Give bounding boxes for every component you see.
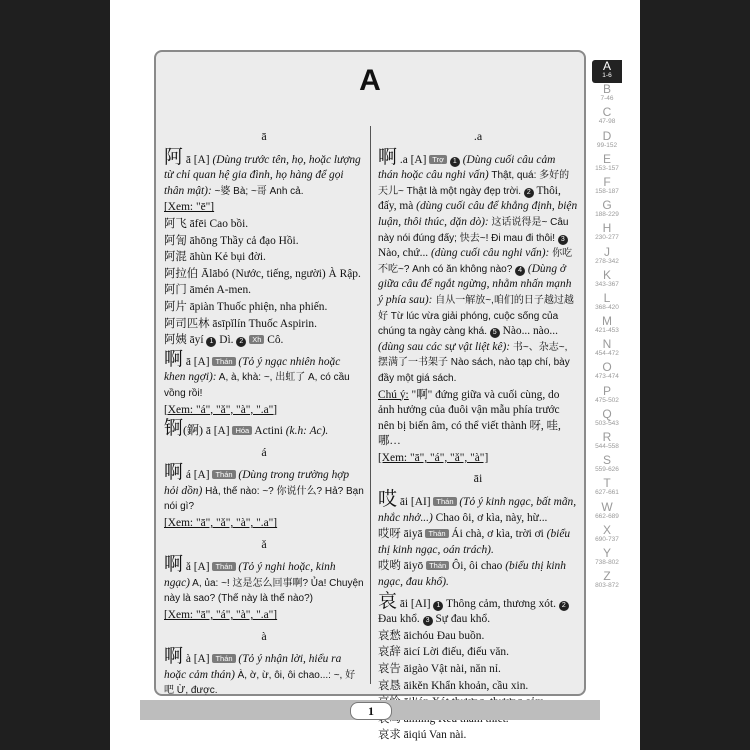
label-badge: Hóa [232, 426, 252, 435]
index-tab-o[interactable] [592, 361, 622, 384]
index-tab-letter: K [602, 267, 611, 282]
label-badge: Thán [212, 357, 235, 366]
index-tab-page-range: 803-872 [595, 582, 619, 590]
index-tab-page-range: 368-420 [595, 303, 619, 311]
index-tab-page-range: 559-626 [595, 466, 619, 474]
index-tab-letter: T [603, 476, 611, 491]
compound-word-entry: 哀告 āigào Vật nài, năn nỉ. [378, 663, 501, 675]
label-badge: Thán [212, 470, 235, 479]
index-tab-letter: F [603, 174, 611, 189]
index-tab-e[interactable] [592, 153, 622, 176]
cross-reference: [Xem: "ā", "á", "ǎ", "à"] [378, 451, 489, 464]
headword: 啊 [164, 348, 184, 370]
label-badge: Thán [212, 654, 235, 663]
index-tab-n[interactable] [592, 338, 622, 361]
headword: 啊 [378, 146, 398, 168]
compound-word-entry: 阿拉伯 Ālābó (Nước, tiếng, người) À Rập. [164, 267, 361, 280]
index-tab-letter: M [602, 314, 612, 329]
headword: 啊 [164, 462, 184, 484]
index-tab-page-range: 230-277 [595, 234, 619, 242]
index-tab-page-range: 690-737 [595, 535, 619, 543]
index-tab-page-range: 503-543 [595, 419, 619, 427]
index-tab-letter: D [602, 128, 612, 143]
compound-word-entry: 哀愁 āichóu Đau buồn. [378, 629, 485, 642]
index-tab-letter: L [603, 290, 611, 305]
sense-number: 2 [236, 337, 246, 347]
cross-reference: [Xem: "ā", "á", "à", ".a"] [164, 609, 278, 622]
index-tab-letter: O [602, 360, 612, 375]
section-letter-heading: A [359, 64, 381, 97]
compound-word-entry: 哀辞 āicí Lời điếu, điếu văn. [378, 646, 509, 659]
cross-reference: [Xem: "ē"] [164, 201, 215, 214]
index-tab-page-range: 544-558 [595, 443, 619, 450]
compound-word-entry: 哀求 āiqiú Van nài. [378, 729, 467, 742]
compound-word-entry: 阿訇 āhōng Thầy cả đạo Hồi. [164, 234, 299, 247]
index-tab-letter: C [602, 105, 612, 120]
compound-word-entry: 阿门 āmén A-men. [164, 284, 251, 297]
index-tab-letter: H [602, 221, 612, 236]
index-tab-page-range: 158-187 [595, 187, 619, 195]
compound-word-list [164, 217, 364, 332]
entry-a2: 啊 ā [A] Thán (Tỏ ý ngạc nhiên hoặc khen ngợi): A, à, khà: ~, 出虹了 A, có cầu vồng rồi! [164, 348, 350, 399]
index-tab-c[interactable] [592, 106, 622, 129]
entry-aiya: 哎呀 āiyā Thán Ái chà, ơ kìa, trời ơi (biểu thị kinh ngạc, oán trách). [378, 528, 571, 556]
index-tab-letter: W [601, 499, 613, 514]
index-tab-letter: P [602, 383, 611, 398]
index-tab-page-range: 188-229 [595, 211, 619, 219]
sense-number: 3 [423, 616, 433, 626]
content-frame [154, 50, 586, 742]
index-tab-d[interactable] [592, 130, 622, 153]
compound-word-entry: 阿片 āpiàn Thuốc phiện, nha phiến. [164, 300, 328, 313]
sense-number: 2 [524, 188, 534, 198]
index-tab-a[interactable] [592, 60, 622, 83]
index-tab-letter: Y [602, 545, 611, 560]
index-tab-page-range: 99-152 [596, 141, 618, 149]
index-tab-letter: R [602, 430, 612, 444]
index-tab-q[interactable] [592, 408, 622, 431]
index-tab-w[interactable] [592, 501, 622, 524]
index-tab-letter: J [604, 244, 610, 259]
index-tab-letter: E [602, 151, 611, 166]
pinyin-heading: āi [473, 471, 483, 486]
index-tab-page-range: 153-157 [595, 164, 619, 172]
entry-a5: 啊 ǎ [A] Thán (Tỏ ý nghi hoặc, kinh ngạc) A, ủa: ~! 这是怎么回事啊? Ủa! Chuyện này là sao? (Thế này là thế nào?) [164, 554, 364, 605]
left-column [164, 124, 364, 717]
index-tab-page-range: 1-6 [602, 72, 612, 79]
sense-number: 2 [559, 601, 569, 611]
index-tab-g[interactable] [592, 199, 622, 222]
index-tab-page-range: 662-689 [595, 512, 619, 520]
headword: 哀 [378, 590, 398, 612]
sense-number: 5 [490, 328, 500, 338]
sense-number: 1 [433, 601, 443, 611]
index-tab-letter: A [602, 59, 611, 73]
compound-word-entry: 哀恳 āikěn Khẩn khoản, cầu xin. [378, 679, 529, 692]
right-column [378, 124, 578, 745]
index-tab-page-range: 473-474 [595, 373, 619, 381]
index-tab-y[interactable] [592, 547, 622, 570]
sense-number: 1 [206, 337, 216, 347]
headword: 锕 [164, 418, 184, 440]
cross-reference: [Xem: "á", "ǎ", "à", ".a"] [164, 403, 278, 416]
entry-a-particle: 啊 .a [A] Trợ 1 (Dùng cuối câu cảm thán hoặc câu nghi vấn) Thật, quá: 多好的天儿~ Thật là một ngày đẹp trời. 2 Thôi, đấy, mà (dùng cuối câu để khẳng định, biện luận, thôi thúc, dặn dò): 这话说得是~ Câu này nói đúng đấy; 快去~! Đi mau đi thôi! 3 Nào, chứ... (dùng cuối câu nghi vấn): 你吃不吃~? Anh có ăn không nào? 4 (Dùng ở giữa câu để ngắt ngừng, nhằm nhấn mạnh ý phía sau): 自从一解放~,咱们的日子越过越好 Từ lúc vừa giải phóng, cuộc sống của chúng ta ngày càng khá. 5 Nào... nào... (dùng sau các sự vật liệt kê): 书~、杂志~, 摆满了一书架子 Nào sách, nào tạp chí, bày đầy một giá sách. [378, 146, 578, 384]
index-tab-h[interactable] [592, 222, 622, 245]
entry-aiyo: 哎哟 āiyō Thán Ôi, ôi chao (biểu thị kinh ngạc, đau khổ). [378, 560, 566, 589]
pinyin-heading: ǎ [261, 536, 267, 551]
index-tab-k[interactable] [592, 269, 622, 292]
index-tab-page-range: 278-342 [595, 257, 619, 265]
entry-ai1: 哎 āi [AI] Thán (Tỏ ý kinh ngạc, bất mãn, nhắc nhở...) Chao ôi, ơ kìa, này, hừ... [378, 489, 577, 524]
compound-word-entry: 阿混 āhùn Kẻ bụi đời. [164, 251, 266, 264]
index-tab-letter: Z [603, 569, 611, 584]
entry-a4: 啊 á [A] Thán (Dùng trong trường hợp hỏi dồn) Hả, thế nào: ~? 你说什么? Hả? Bạn nói gì? [164, 462, 364, 513]
entry-a1: 阿 ā [A] (Dùng trước tên, họ, hoặc lượng từ chỉ quan hệ gia đình, họ hàng để gọi thân mật): ~婆 Bà; ~哥 Anh cả. [164, 146, 361, 197]
index-tab-letter: S [602, 453, 611, 468]
index-tab-x[interactable] [592, 524, 622, 547]
compound-word-entry: 阿飞 āfēi Cao bồi. [164, 217, 249, 230]
index-tab-letter: G [602, 198, 612, 213]
headword: 啊 [164, 554, 184, 576]
sense-number: 4 [515, 266, 525, 276]
label-badge: Thán [212, 562, 235, 571]
pinyin-heading: .a [473, 129, 483, 143]
label-badge: Xh [249, 335, 264, 344]
index-tab-letter: Q [602, 406, 612, 421]
column-divider [370, 126, 371, 684]
index-tab-b[interactable] [592, 83, 622, 106]
entry-ayi: 阿姨 āyí 1 Dì. 2 Xh Cô. [164, 334, 284, 347]
label-badge: Thán [425, 529, 448, 538]
headword: 啊 [164, 646, 184, 668]
index-tab-f[interactable] [592, 176, 622, 199]
index-tab-page-range: 738-802 [595, 558, 619, 566]
sense-number: 3 [558, 235, 568, 245]
headword: 阿 [164, 146, 184, 168]
index-tab-letter: N [602, 337, 612, 352]
entry-a6: 啊 à [A] Thán (Tỏ ý nhận lời, hiểu ra hoặc cảm thán) À, ờ, ừ, ôi, ôi chao...: ~, 好吧 Ừ, được. [164, 646, 356, 697]
index-tab-page-range: 475-502 [595, 396, 619, 404]
index-tab-j[interactable] [592, 246, 622, 269]
index-tab-p[interactable] [592, 385, 622, 408]
index-tab-z[interactable] [592, 570, 622, 593]
pinyin-heading: à [261, 628, 267, 643]
entry-ai2: 哀 āi [AI] 1 Thông cảm, thương xót. 2 Đau khổ. 3 Sự đau khổ. [378, 592, 578, 628]
index-tab-page-range: 627-661 [595, 489, 619, 497]
index-tab-letter: B [602, 82, 611, 97]
compound-word-entry: 阿司匹林 āsīpǐlín Thuốc Aspirin. [164, 317, 317, 330]
label-badge: Thán [426, 561, 449, 570]
index-tab-page-range: 343-367 [595, 280, 619, 288]
index-tab-page-range: 7-46 [600, 95, 614, 103]
index-tab-m[interactable] [592, 315, 622, 338]
page-number: 1 [350, 702, 392, 720]
index-tab-s[interactable] [592, 454, 622, 477]
index-tab-page-range: 454-472 [595, 350, 619, 358]
alphabet-index-tabs [592, 60, 622, 593]
index-tab-letter: X [602, 522, 611, 537]
cross-reference: [Xem: "ā", "ǎ", "à", ".a"] [164, 517, 278, 530]
pinyin-heading: á [261, 444, 267, 459]
pinyin-heading: ā [261, 129, 267, 143]
index-tab-r[interactable] [592, 431, 622, 454]
sense-number: 1 [450, 157, 460, 167]
index-tab-l[interactable] [592, 292, 622, 315]
index-tab-t[interactable] [592, 477, 622, 500]
entry-a3: 锕(錒) ā [A] Hóa Actini (k.h: Ac). [164, 418, 329, 440]
headword: 哎 [378, 489, 398, 511]
label-badge: Thán [433, 497, 456, 506]
label-badge: Trợ [429, 155, 447, 164]
usage-note: Chú ý: "啊" đứng giữa và cuối cùng, do ảnh hưởng của đuôi vận mẫu phía trước nên bị biến âm, có thể viết thành 呀, 哇, 哪… [378, 388, 561, 448]
compound-word-list [378, 629, 578, 744]
index-tab-page-range: 47-98 [598, 118, 616, 126]
index-tab-page-range: 421-453 [595, 327, 619, 335]
